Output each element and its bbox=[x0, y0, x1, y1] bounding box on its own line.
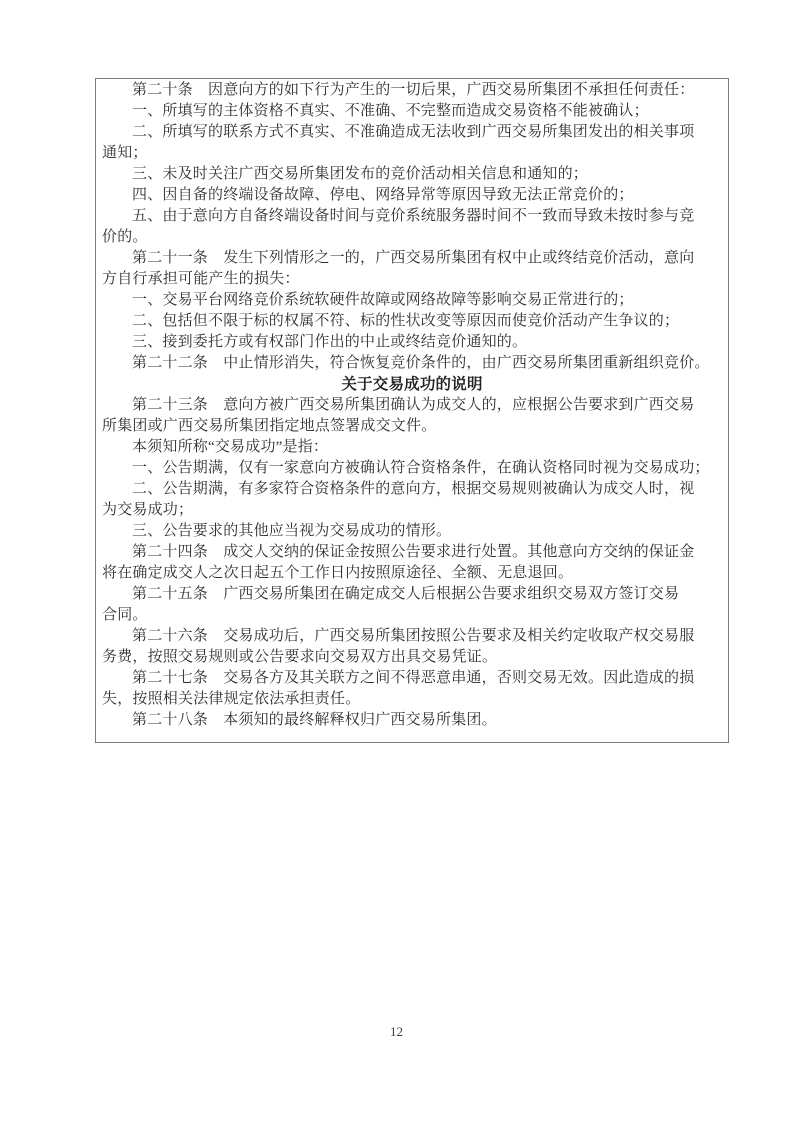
notice-box bbox=[95, 78, 729, 743]
document-text-line: 四、因自备的终端设备故障、停电、网络异常等原因导致无法正常竞价的； bbox=[132, 187, 634, 203]
document-text-line: 三、接到委托方或有权部门作出的中止或终结竞价通知的。 bbox=[132, 334, 528, 350]
document-text-line: 二、公告期满，有多家符合资格条件的意向方，根据交易规则被确认为成交人时，视 bbox=[132, 481, 695, 497]
document-text-line: 第二十三条 意向方被广西交易所集团确认为成交人的，应根据公告要求到广西交易 bbox=[132, 397, 695, 413]
document-text-line: 第二十八条 本须知的最终解释权归广西交易所集团。 bbox=[132, 712, 497, 728]
document-text-line: 第二十七条 交易各方及其关联方之间不得恶意串通，否则交易无效。因此造成的损 bbox=[132, 670, 695, 686]
document-text-line: 第二十六条 交易成功后，广西交易所集团按照公告要求及相关约定收取产权交易服 bbox=[132, 628, 695, 644]
document-text-line: 第二十四条 成交人交纳的保证金按照公告要求进行处置。其他意向方交纳的保证金 bbox=[132, 544, 695, 560]
document-text-line: 所集团或广西交易所集团指定地点签署成交文件。 bbox=[102, 418, 437, 434]
document-text-line: 通知； bbox=[102, 145, 148, 161]
document-text-line: 一、公告期满，仅有一家意向方被确认符合资格条件，在确认资格同时视为交易成功； bbox=[132, 460, 710, 476]
document-text-line: 为交易成功； bbox=[102, 502, 194, 518]
document-text-line: 三、公告要求的其他应当视为交易成功的情形。 bbox=[132, 523, 452, 539]
page-number: 12 bbox=[390, 1024, 403, 1039]
document-text-line: 第二十五条 广西交易所集团在确定成交人后根据公告要求组织交易双方签订交易 bbox=[132, 586, 680, 602]
document-text-line: 失，按照相关法律规定依法承担责任。 bbox=[102, 691, 361, 707]
document-text-line: 五、由于意向方自备终端设备时间与竞价系统服务器时间不一致而导致未按时参与竞 bbox=[132, 208, 695, 224]
document-text-line: 第二十一条 发生下列情形之一的，广西交易所集团有权中止或终结竞价活动，意向 bbox=[132, 250, 695, 266]
document-text-line: 第二十二条 中止情形消失，符合恢复竞价条件的，由广西交易所集团重新组织竞价。 bbox=[132, 355, 710, 371]
section-heading: 关于交易成功的说明 bbox=[341, 376, 483, 393]
document-text-line: 价的。 bbox=[102, 229, 148, 245]
document-text-line: 一、所填写的主体资格不真实、不准确、不完整而造成交易资格不能被确认； bbox=[132, 103, 649, 119]
document-text-line: 将在确定成交人之次日起五个工作日内按照原途径、全额、无息退回。 bbox=[102, 565, 574, 581]
document-text-line: 合同。 bbox=[102, 607, 148, 623]
document-text-line: 第二十条 因意向方的如下行为产生的一切后果，广西交易所集团不承担任何责任： bbox=[132, 82, 695, 98]
document-text-line: 二、所填写的联系方式不真实、不准确造成无法收到广西交易所集团发出的相关事项 bbox=[132, 124, 695, 140]
document-text-line: 一、交易平台网络竞价系统软硬件故障或网络故障等影响交易正常进行的； bbox=[132, 292, 634, 308]
document-text-line: 务费，按照交易规则或公告要求向交易双方出具交易凭证。 bbox=[102, 649, 498, 665]
document-text-line: 三、未及时关注广西交易所集团发布的竞价活动相关信息和通知的； bbox=[132, 166, 589, 182]
document-text-line: 方自行承担可能产生的损失： bbox=[102, 271, 300, 287]
document-text-line: 二、包括但不限于标的权属不符、标的性状改变等原因而使竞价活动产生争议的； bbox=[132, 313, 680, 329]
document-text-line: 本须知所称“交易成功”是指： bbox=[132, 439, 329, 455]
